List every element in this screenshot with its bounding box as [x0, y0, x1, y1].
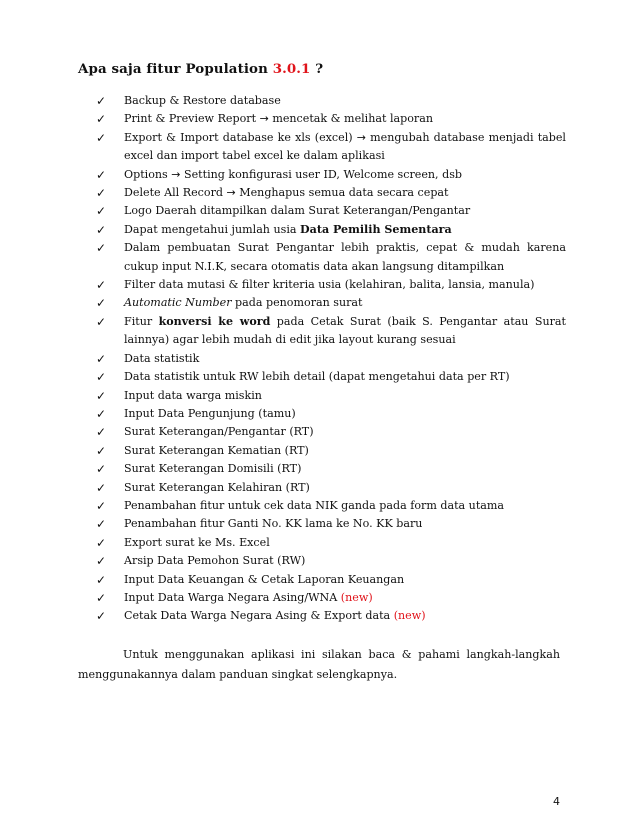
list-item-text: Arsip Data Pemohon Surat (RW): [124, 554, 306, 568]
list-item: [96, 497, 566, 515]
list-item-text: Print & Preview Report: [124, 112, 260, 126]
list-item-text: (new): [340, 590, 373, 604]
list-item-text: Data Pemilih Sementara: [300, 222, 452, 236]
checkmark-icon: ✓: [96, 406, 107, 421]
arrow-right-icon: →: [259, 112, 269, 126]
checkmark-icon: ✓: [96, 480, 107, 495]
checkmark-icon: ✓: [96, 590, 107, 605]
checkmark-icon: ✓: [96, 388, 107, 403]
list-item: [96, 92, 566, 110]
checkmark-icon: ✓: [96, 241, 107, 256]
list-item-text: Automatic Number: [124, 296, 232, 310]
list-item-text: Setting konfigurasi user ID, Welcome screen, dsb: [180, 167, 462, 181]
checkmark-icon: ✓: [96, 535, 107, 550]
list-item: [96, 221, 566, 239]
list-item: [96, 368, 566, 386]
checkmark-icon: ✓: [96, 351, 107, 366]
list-item: [96, 571, 566, 589]
list-item-text: pada penomoran surat: [231, 296, 363, 310]
arrow-right-icon: →: [356, 130, 366, 144]
checkmark-icon: ✓: [96, 425, 107, 440]
list-item: [96, 313, 566, 350]
title-version: 3.0.1: [272, 61, 311, 77]
checkmark-icon: ✓: [96, 572, 107, 587]
list-item: [96, 129, 566, 166]
page-title: [78, 61, 323, 77]
checkmark-icon: ✓: [96, 222, 107, 237]
list-item: [96, 552, 566, 570]
list-item: [96, 515, 566, 533]
list-item-text: Fitur: [124, 314, 159, 328]
list-item-text: Input Data Keuangan & Cetak Laporan Keuangan: [124, 572, 405, 586]
list-item-text: Surat Keterangan Kematian (RT): [124, 443, 309, 457]
checkmark-icon: ✓: [96, 462, 107, 477]
list-item: [96, 534, 566, 552]
list-item: [96, 479, 566, 497]
list-item-text: Data statistik: [124, 351, 200, 365]
list-item: [96, 405, 566, 423]
list-item-text: Dalam pembuatan Surat Pengantar lebih praktis, cepat & mudah karena cukup input N.I.K, secara otomatis data akan langsung ditampilkan: [124, 241, 566, 273]
list-item-text: Surat Keterangan/Pengantar (RT): [124, 425, 314, 439]
list-item: [96, 350, 566, 368]
checkmark-icon: ✓: [96, 94, 107, 108]
list-item-text: Export & Import database ke xls (excel): [124, 130, 357, 144]
instruction-paragraph: Untuk menggunakan aplikasi ini silakan baca & pahami langkah-langkah menggunakannya dalam panduan singkat selengkapnya.: [78, 648, 560, 681]
list-item-text: pada Cetak Surat (baik S. Pengantar atau Surat lainnya) agar lebih mudah di edit jika layout kurang sesuai: [124, 314, 566, 347]
list-item: [96, 202, 566, 220]
arrow-right-icon: →: [171, 167, 181, 181]
list-item-text: Backup & Restore database: [124, 94, 281, 107]
list-item-text: Menghapus semua data secara cepat: [235, 186, 449, 200]
list-item-text: Penambahan fitur Ganti No. KK lama ke No. KK baru: [124, 517, 423, 531]
list-item-text: Filter data mutasi & filter kriteria usia (kelahiran, balita, lansia, manula): [124, 278, 535, 292]
list-item-text: Export surat ke Ms. Excel: [124, 535, 270, 549]
list-item: [96, 442, 566, 460]
list-item: [96, 184, 566, 202]
checkmark-icon: ✓: [96, 204, 107, 219]
checkmark-icon: ✓: [96, 112, 107, 127]
list-item-text: Surat Keterangan Domisili (RT): [124, 462, 302, 476]
list-item-text: Penambahan fitur untuk cek data NIK ganda pada form data utama: [124, 498, 505, 512]
list-item: [96, 589, 566, 607]
checkmark-icon: ✓: [96, 609, 107, 624]
list-item-text: Input Data Warga Negara Asing/WNA: [124, 590, 341, 604]
list-item: [96, 110, 566, 128]
checkmark-icon: ✓: [96, 167, 107, 182]
checkmark-icon: ✓: [96, 296, 107, 311]
list-item-text: Data statistik untuk RW lebih detail (dapat mengetahui data per RT): [124, 370, 510, 384]
list-item-text: Cetak Data Warga Negara Asing & Export data: [124, 609, 394, 623]
list-item-text: konversi ke word: [158, 314, 271, 328]
list-item-text: mencetak & melihat laporan: [268, 112, 433, 126]
list-item-text: Delete All Record: [124, 186, 227, 200]
checkmark-icon: ✓: [96, 517, 107, 532]
checkmark-icon: ✓: [96, 278, 107, 293]
list-item: [96, 276, 566, 294]
list-item: [96, 460, 566, 478]
checkmark-icon: ✓: [96, 314, 107, 329]
list-item-text: (new): [393, 609, 426, 623]
list-item: [96, 294, 566, 312]
checkmark-icon: ✓: [96, 443, 107, 458]
title-suffix: ?: [310, 61, 324, 77]
checkmark-icon: ✓: [96, 498, 107, 513]
list-item-text: mengubah database menjadi tabel excel dan import tabel excel ke dalam aplikasi: [124, 130, 566, 163]
list-item: [96, 607, 566, 625]
list-item-text: Options: [124, 167, 172, 181]
list-item: [96, 239, 566, 276]
checkmark-icon: ✓: [96, 554, 107, 569]
list-item-text: Surat Keterangan Kelahiran (RT): [124, 480, 310, 494]
checkmark-icon: ✓: [96, 186, 107, 201]
list-item-text: Logo Daerah ditampilkan dalam Surat Keterangan/Pengantar: [124, 204, 471, 218]
title-prefix: Apa saja fitur Population: [78, 61, 273, 77]
arrow-right-icon: →: [226, 186, 236, 200]
list-item: [96, 166, 566, 184]
page-number: 4: [553, 795, 560, 808]
checkmark-icon: ✓: [96, 370, 107, 385]
feature-list: [96, 92, 566, 626]
checkmark-icon: ✓: [96, 130, 107, 145]
list-item: [96, 423, 566, 441]
list-item: [96, 387, 566, 405]
list-item-text: Input data warga miskin: [124, 388, 262, 402]
list-item-text: Dapat mengetahui jumlah usia: [124, 222, 301, 236]
list-item-text: Input Data Pengunjung (tamu): [124, 406, 296, 420]
